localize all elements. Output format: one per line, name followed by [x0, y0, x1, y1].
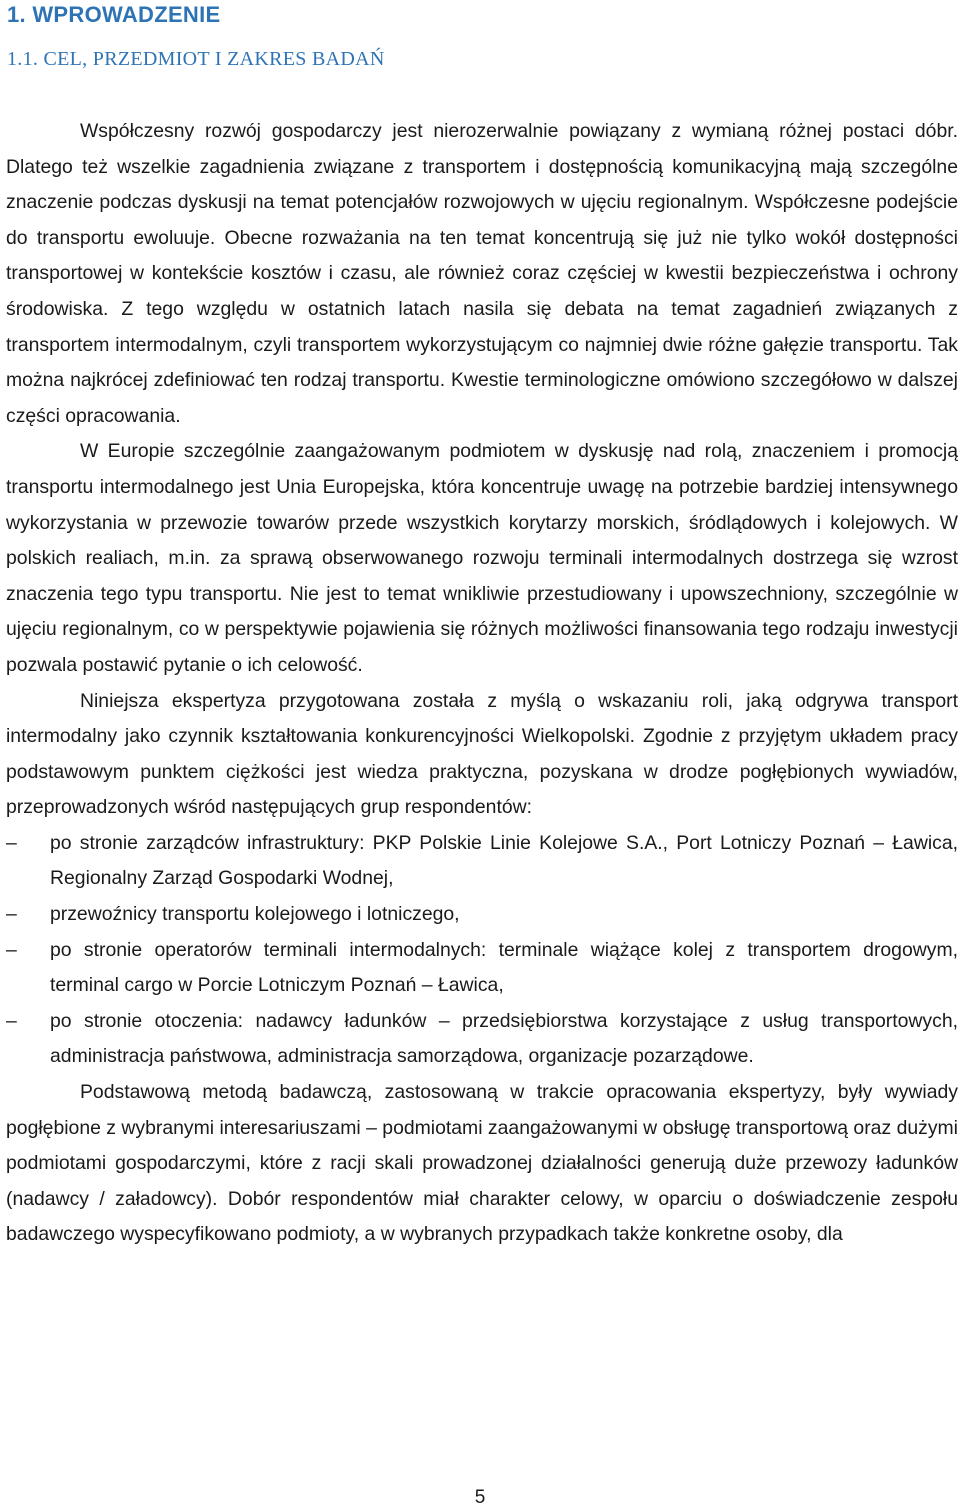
paragraph-4: Podstawową metodą badawczą, zastosowaną w trakcie opracowania ekspertyzy, były wywiady pogłębione z wybranymi interesariuszami – podmiotami zaangażowanymi w obsługę transportową oraz dużymi podmiotami gospodarczymi, które z racji skali prowadzonej działalności generują duże przewozy ładunków (nadawcy / załadowcy). Dobór respondentów miał charakter celowy, w oparciu o doświadczenie zespołu badawczego wyspecyfikowano podmioty, a w wybranych przypadkach także konkretne osoby, dla — [6, 1081, 958, 1246]
paragraph-3: Niniejsza ekspertyza przygotowana została z myślą o wskazaniu roli, jaką odgrywa transport intermodalny jako czynnik kształtowania konkurencyjności Wielkopolski. Zgodnie z przyjętym układem pracy podstawowym punktem ciężkości jest wiedza praktyczna, pozyskana w drodze pogłębionych wywiadów, przeprowadzonych wśród następujących grup respondentów: — [6, 689, 958, 819]
list-dash: – — [6, 831, 17, 854]
paragraph-2: W Europie szczególnie zaangażowanym podmiotem w dyskusję nad rolą, znaczeniem i promocją transportu intermodalnego jest Unia Europejska, która koncentruje uwagę na potrzebie bardziej intensywnego wykorzystania w przewozie towarów przede wszystkich korytarzy morskich, śródlądowych i kolejowych. W polskich realiach, m.in. za sprawą obserwowanego rozwoju terminali intermodalnych dostrzega się wzrost znaczenia tego typu transportu. Nie jest to temat wnikliwie przestudiowany i upowszechniony, szczególnie w ujęciu regionalnym, co w perspektywie pojawienia się różnych możliwości finansowania tego rodzaju inwestycji pozwala postawić pytanie o ich celowość. — [6, 440, 958, 676]
paragraph-1: Współczesny rozwój gospodarczy jest nierozerwalnie powiązany z wymianą różnej postaci dóbr. Dlatego też wszelkie zagadnienia związane z transportem i dostępnością komunikacyjną mają szczególne znaczenie podczas dyskusji na temat potencjałów rozwojowych w ujęciu regionalnym. Współczesne podejście do transportu ewoluuje. Obecne rozważania na ten temat koncentrują się już nie tylko wokół dostępności transportowej w kontekście kosztów i czasu, ale również coraz częściej w kwestii bezpieczeństwa i ochrony środowiska. Z tego względu w ostatnich latach nasila się debata na temat zagadnień związanych z transportem intermodalnym, czyli transportem wykorzystującym co najmniej dwie różne gałęzie transportu. Tak można najkrócej zdefiniować ten rodzaj transportu. Kwestie terminologiczne omówiono szczegółowo w dalszej części opracowania. — [6, 120, 958, 427]
list-dash: – — [6, 938, 17, 961]
chapter-heading: 1. WPROWADZENIE — [7, 2, 221, 27]
list-dash: – — [6, 1009, 17, 1032]
body-text — [6, 114, 958, 1253]
list-item — [6, 826, 958, 897]
list-item — [6, 933, 958, 1004]
list-dash: – — [6, 903, 17, 926]
list-item-text: po stronie otoczenia: nadawcy ładunków – przedsiębiorstwa korzystające z usług transportowych, administracja państwowa, administracja samorządowa, organizacje pozarządowe. — [50, 1009, 958, 1068]
page-number: 5 — [474, 1487, 486, 1508]
list-item-text: przewoźnicy transportu kolejowego i lotniczego, — [50, 903, 460, 926]
section-heading: 1.1. CEL, PRZEDMIOT I ZAKRES BADAŃ — [7, 48, 385, 70]
respondent-list — [6, 826, 958, 1075]
list-item — [6, 897, 958, 933]
list-item-text: po stronie operatorów terminali intermodalnych: terminale wiążące kolej z transportem drogowym, terminal cargo w Porcie Lotniczym Poznań – Ławica, — [50, 938, 958, 997]
list-item — [6, 1004, 958, 1075]
list-item-text: po stronie zarządców infrastruktury: PKP Polskie Linie Kolejowe S.A., Port Lotniczy Poznań – Ławica, Regionalny Zarząd Gospodarki Wodnej, — [50, 831, 958, 890]
